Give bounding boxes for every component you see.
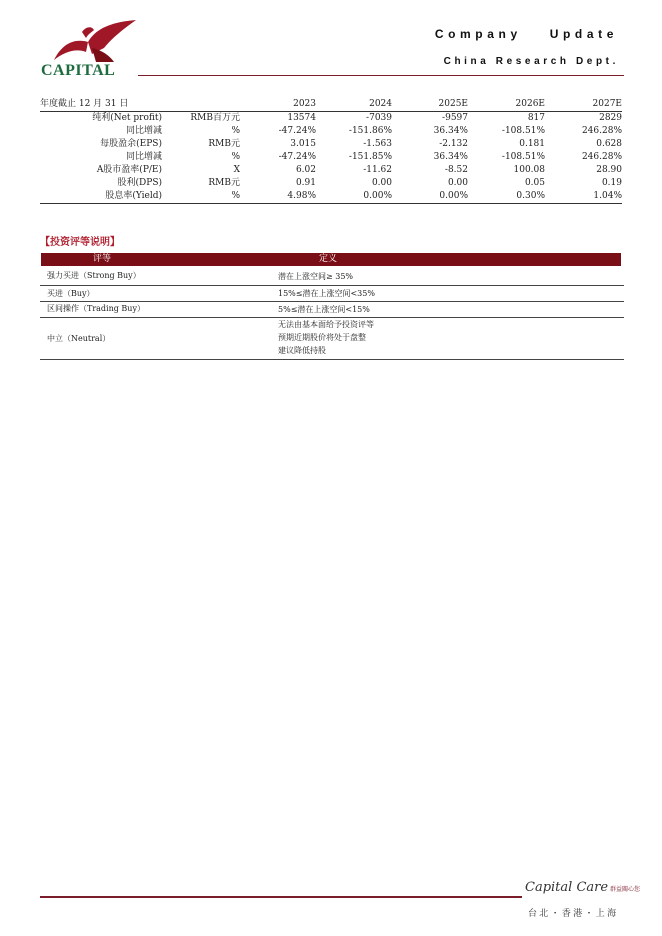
rating-definition: 15%≤潜在上涨空间<35% [278,289,375,298]
row-item: A股市盈率(P/E) [96,165,162,175]
row-item: 同比增减 [125,126,162,136]
rating-section-title: 【投资评等说明】 [40,237,120,248]
cell-value: 0.00% [392,190,468,204]
table-row [40,164,622,177]
table-row [40,190,622,204]
rating-definition: 潜在上涨空间≥ 35% [278,272,354,281]
cell-value: 246.28% [581,152,622,162]
col-header-year: 2025E [392,98,468,112]
rating-label: 区间操作（Trading Buy） [47,304,145,313]
row-item: 股息率(Yield) [40,190,162,204]
cell-value: -108.51% [501,152,545,162]
row-item: 每股盈余(EPS) [100,139,162,149]
col-header-year: 2027E [545,98,622,112]
row-unit: RMB元 [208,178,240,188]
col-header-year: 2026E [468,98,545,112]
rating-label: 强力买进（Strong Buy） [47,271,141,280]
table-row [40,151,622,164]
cell-value: -47.24% [278,152,316,162]
col-header-definition: 定义 [319,254,338,264]
cell-value: -47.24% [278,126,316,136]
rating-label: 中立（Neutral） [47,334,111,343]
document-title: Company Update [434,27,618,41]
capital-care-logo: Capital Care 群益關心您 [525,880,641,895]
footer-rule [40,896,522,898]
cell-value: 817 [527,113,545,123]
cell-value: 0.628 [596,139,622,149]
cell-value: 13574 [287,113,316,123]
department-subtitle: China Research Dept. [443,56,619,67]
col-header-year: 2024 [316,98,392,112]
col-header-unit [162,98,240,112]
cell-value: 0.00 [447,178,468,188]
financial-summary-table [40,98,622,204]
rating-label: 买进（Buy） [47,289,95,298]
col-header-year: 2023 [240,98,316,112]
table-row [40,138,622,151]
col-header-fiscal-year: 年度截止 12 月 31 日 [40,98,162,112]
row-item: 股利(DPS) [117,178,162,188]
cell-value: 0.30% [468,190,545,204]
table-row [40,125,622,138]
cell-value: 100.08 [513,165,545,175]
cell-value: 0.00 [371,178,392,188]
row-item: 同比增减 [125,152,162,162]
row-unit: X [233,165,240,175]
cell-value: -11.62 [363,165,392,175]
rating-definition: 5%≤潜在上涨空间<15% [278,305,370,314]
capital-eagle-logo [52,18,138,62]
cell-value: 1.04% [545,190,622,204]
cell-value: 36.34% [433,126,468,136]
cell-value: 0.00% [316,190,392,204]
brand-name: CAPITAL [41,62,116,79]
rating-table-header [41,253,621,266]
rating-definition: 无法由基本面给予投资评等 预期近期股价将处于盘整 建议降低持股 [278,320,374,355]
cell-value: -7039 [366,113,392,123]
row-unit: RMB元 [208,139,240,149]
cell-value: -1.563 [363,139,392,149]
row-unit: % [162,190,240,204]
office-locations: 台北・香港・上海 [528,909,619,919]
cell-value: 28.90 [596,165,622,175]
cell-value: 36.34% [433,152,468,162]
row-item: 纯利(Net profit) [92,113,162,123]
cell-value: 0.19 [601,178,622,188]
rating-definitions-table [40,268,624,360]
table-row [40,177,622,190]
cell-value: 2829 [599,113,622,123]
cell-value: 0.91 [295,178,316,188]
table-row [40,286,624,302]
table-row [40,112,622,126]
row-unit: % [231,152,240,162]
table-row [40,268,624,286]
table-row [40,318,624,360]
row-unit: % [231,126,240,136]
cell-value: 6.02 [295,165,316,175]
cell-value: -9597 [442,113,468,123]
row-unit: RMB百万元 [190,113,240,123]
table-row [40,302,624,318]
header-rule [138,75,624,76]
cell-value: -2.132 [439,139,468,149]
cell-value: 3.015 [290,139,316,149]
cell-value: 0.181 [519,139,545,149]
cell-value: 4.98% [240,190,316,204]
cell-value: -8.52 [444,165,468,175]
cell-value: -108.51% [501,126,545,136]
cell-value: 0.05 [524,178,545,188]
col-header-rating: 评等 [93,254,112,264]
cell-value: -151.86% [348,126,392,136]
table-header-row [40,98,622,112]
cell-value: 246.28% [581,126,622,136]
cell-value: -151.85% [348,152,392,162]
